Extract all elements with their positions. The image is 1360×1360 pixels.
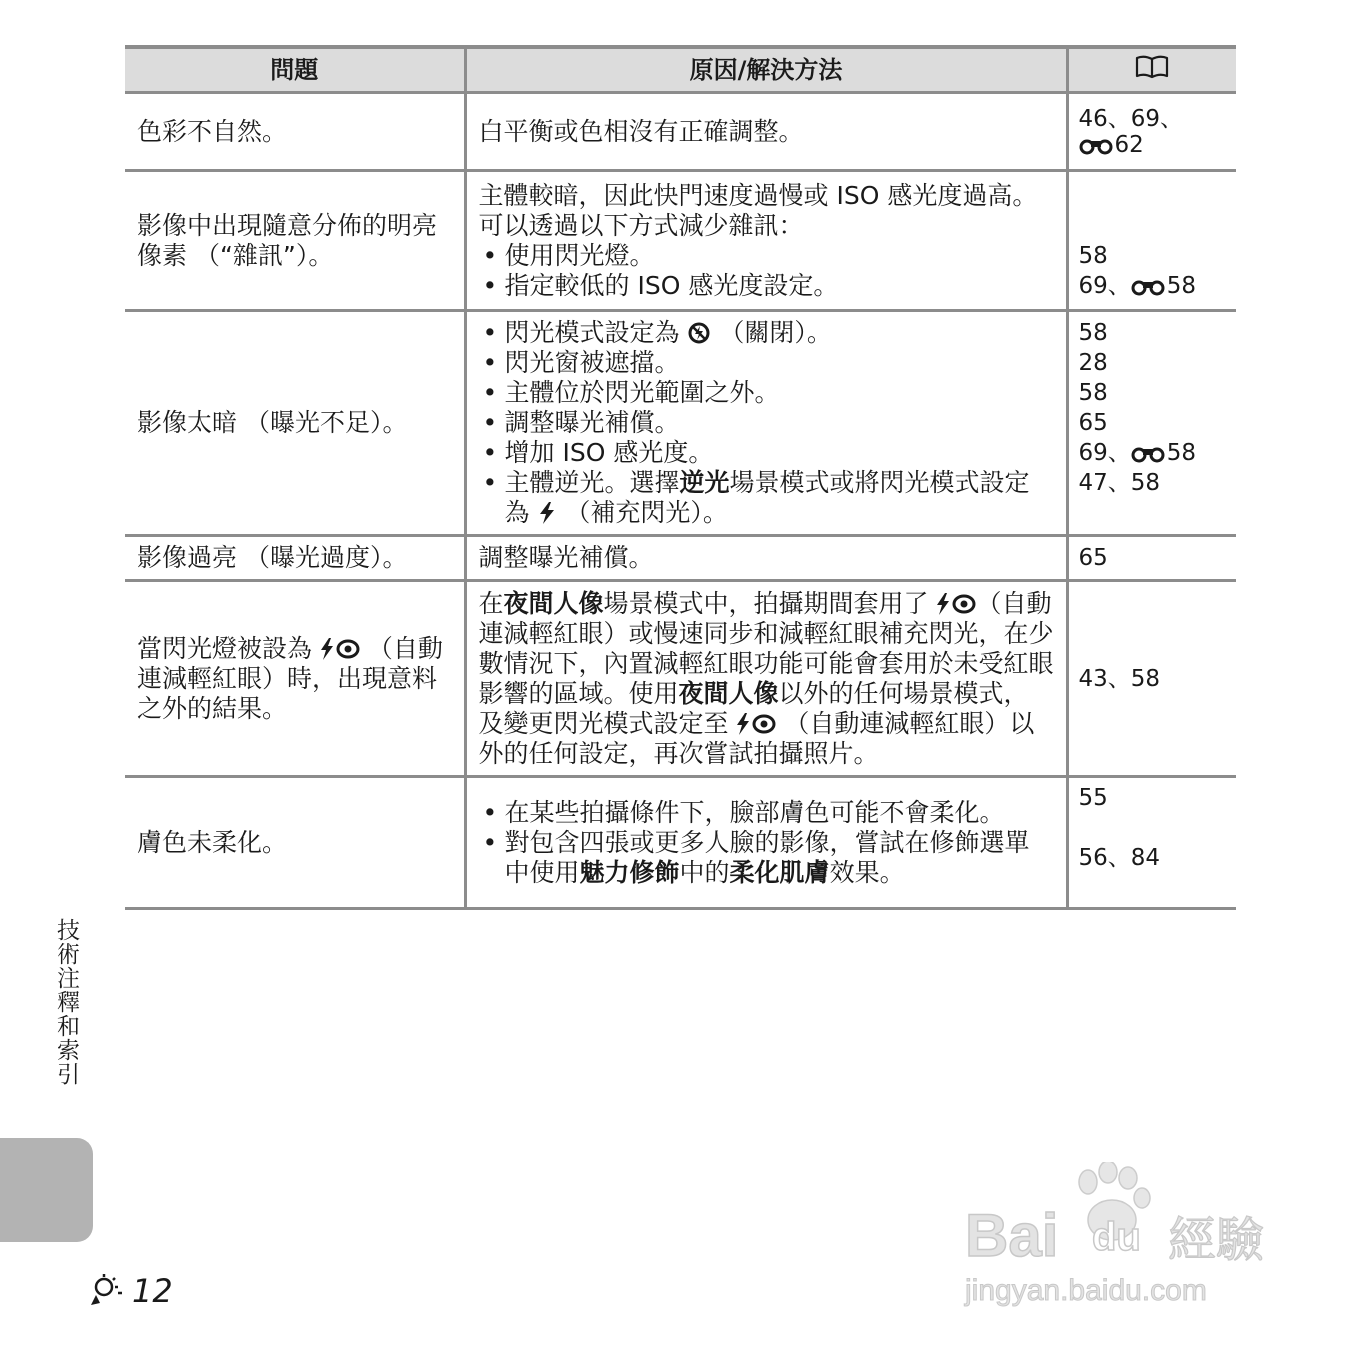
cause-cell: 白平衡或色相沒有正確調整。 bbox=[465, 93, 1067, 171]
list-item: • 閃光窗被遮擋。 bbox=[479, 348, 1054, 378]
table-row bbox=[125, 171, 1236, 311]
cause-cell bbox=[465, 311, 1067, 536]
problem-cell: 色彩不自然。 bbox=[125, 93, 465, 171]
skin-softening-name: 柔化肌膚 bbox=[729, 857, 830, 887]
table-header-row bbox=[125, 47, 1236, 93]
problem-cell: 當閃光燈被設為 （自動連減輕紅眼）時，出現意料之外的結果。 bbox=[125, 581, 465, 777]
cause-cell bbox=[465, 171, 1067, 311]
watermark-brand: Bai bbox=[965, 1202, 1059, 1269]
problem-cell: 影像過亮 （曝光過度）。 bbox=[125, 536, 465, 581]
watermark-brand-cn: 經驗 bbox=[1168, 1212, 1265, 1268]
table-row bbox=[125, 536, 1236, 581]
reference-cell bbox=[1067, 93, 1236, 171]
reference-page[interactable]: 47、58 bbox=[1078, 470, 1161, 496]
glamour-retouch-name: 魅力修飾 bbox=[579, 857, 680, 887]
reference-icon bbox=[1131, 445, 1165, 463]
reference-page[interactable]: 65 bbox=[1078, 410, 1108, 436]
reference-link[interactable] bbox=[1079, 132, 1227, 158]
list-item: • 指定較低的 ISO 感光度設定。 bbox=[479, 271, 1054, 301]
header-cause: 原因/解決方法 bbox=[465, 47, 1067, 93]
night-portrait-mode-name: 夜間人像 bbox=[503, 588, 604, 618]
list-item: • 閃光模式設定為 （關閉）。 bbox=[479, 318, 1054, 348]
reference-page: 69、 bbox=[1078, 272, 1131, 299]
reference-cell bbox=[1067, 581, 1236, 777]
baidu-watermark bbox=[960, 1162, 1290, 1312]
problem-cell: 影像太暗 （曝光不足）。 bbox=[125, 311, 465, 536]
list-item: • 主體逆光。選擇逆光場景模式或將閃光模式設定為 （補充閃光）。 bbox=[479, 468, 1054, 528]
reference-page[interactable]: 65 bbox=[1078, 545, 1108, 571]
reference-link[interactable] bbox=[1079, 438, 1227, 468]
reference-icon bbox=[1131, 278, 1165, 296]
cause-intro: 主體較暗，因此快門速度過慢或 ISO 感光度過高。可以透過以下方式減少雜訊： bbox=[478, 180, 1038, 240]
table-row bbox=[125, 777, 1236, 909]
reference-cell bbox=[1067, 536, 1236, 581]
reference-page: 58 bbox=[1166, 272, 1197, 299]
reference-page[interactable]: 55 bbox=[1078, 784, 1108, 811]
header-reference bbox=[1067, 47, 1236, 93]
flash-off-icon bbox=[687, 321, 711, 345]
reference-page[interactable]: 43、58 bbox=[1078, 665, 1161, 692]
list-item: • 主體位於閃光範圍之外。 bbox=[479, 378, 1054, 408]
section-label: 技術注釋和索引 bbox=[53, 918, 79, 1086]
header-problem: 問題 bbox=[125, 47, 465, 93]
list-item: • 對包含四張或更多人臉的影像，嘗試在修飾選單中使用魅力修飾中的柔化肌膚效果。 bbox=[479, 828, 1054, 888]
list-item: • 在某些拍攝條件下，臉部膚色可能不會柔化。 bbox=[479, 798, 1054, 828]
cause-list bbox=[479, 241, 1054, 301]
troubleshooting-table bbox=[125, 45, 1236, 910]
night-portrait-mode-name: 夜間人像 bbox=[678, 678, 779, 708]
reference-page: 62 bbox=[1114, 131, 1144, 158]
list-item: • 使用閃光燈。 bbox=[479, 241, 1054, 271]
cause-cell: 調整曝光補償。 bbox=[465, 536, 1067, 581]
cause-list bbox=[479, 798, 1054, 888]
reference-page[interactable]: 58 bbox=[1078, 242, 1108, 269]
reference-page[interactable]: 56、84 bbox=[1078, 844, 1161, 871]
problem-cell: 膚色未柔化。 bbox=[125, 777, 465, 909]
book-icon bbox=[1135, 55, 1169, 86]
auto-redeye-icon bbox=[736, 712, 776, 736]
table-row bbox=[125, 93, 1236, 171]
reference-page[interactable]: 46、69、 bbox=[1078, 105, 1184, 132]
watermark-brand-2: du bbox=[1092, 1215, 1141, 1259]
section-tab bbox=[0, 1138, 93, 1242]
backlight-mode-name: 逆光 bbox=[679, 468, 730, 497]
cause-cell: 在夜間人像場景模式中，拍攝期間套用了 （自動連減輕紅眼）或慢速同步和減輕紅眼補充閃光，在少數情況下，內置減輕紅眼功能可能會套用於未受紅眼影響的區域。使用夜間人像以外的任何場景模式，及變更閃光模式設定至 （自動連減輕紅眼）以外的任何設定，再次嘗試拍攝照片。 bbox=[465, 581, 1067, 777]
list-item: • 增加 ISO 感光度。 bbox=[479, 438, 1054, 468]
auto-redeye-icon bbox=[320, 637, 360, 661]
cause-list bbox=[479, 318, 1054, 528]
reference-cell bbox=[1067, 777, 1236, 909]
cause-cell bbox=[465, 777, 1067, 909]
list-item: • 調整曝光補償。 bbox=[479, 408, 1054, 438]
reference-page[interactable]: 58 bbox=[1078, 320, 1108, 346]
watermark-url: jingyan.baidu.com bbox=[965, 1274, 1207, 1307]
reference-page[interactable]: 28 bbox=[1078, 350, 1108, 376]
reference-icon bbox=[1079, 137, 1113, 155]
reference-page: 58 bbox=[1166, 440, 1197, 466]
page-number: 12 bbox=[88, 1272, 173, 1310]
tips-icon bbox=[88, 1273, 128, 1309]
table-row bbox=[125, 311, 1236, 536]
reference-page[interactable]: 58 bbox=[1078, 380, 1108, 406]
problem-cell: 影像中出現隨意分佈的明亮像素 （“雜訊”）。 bbox=[125, 171, 465, 311]
reference-page: 69、 bbox=[1078, 440, 1131, 466]
fill-flash-icon bbox=[537, 501, 557, 525]
auto-redeye-icon bbox=[936, 592, 976, 616]
reference-cell bbox=[1067, 311, 1236, 536]
reference-cell bbox=[1067, 171, 1236, 311]
reference-link[interactable] bbox=[1079, 271, 1227, 301]
table-row bbox=[125, 581, 1236, 777]
